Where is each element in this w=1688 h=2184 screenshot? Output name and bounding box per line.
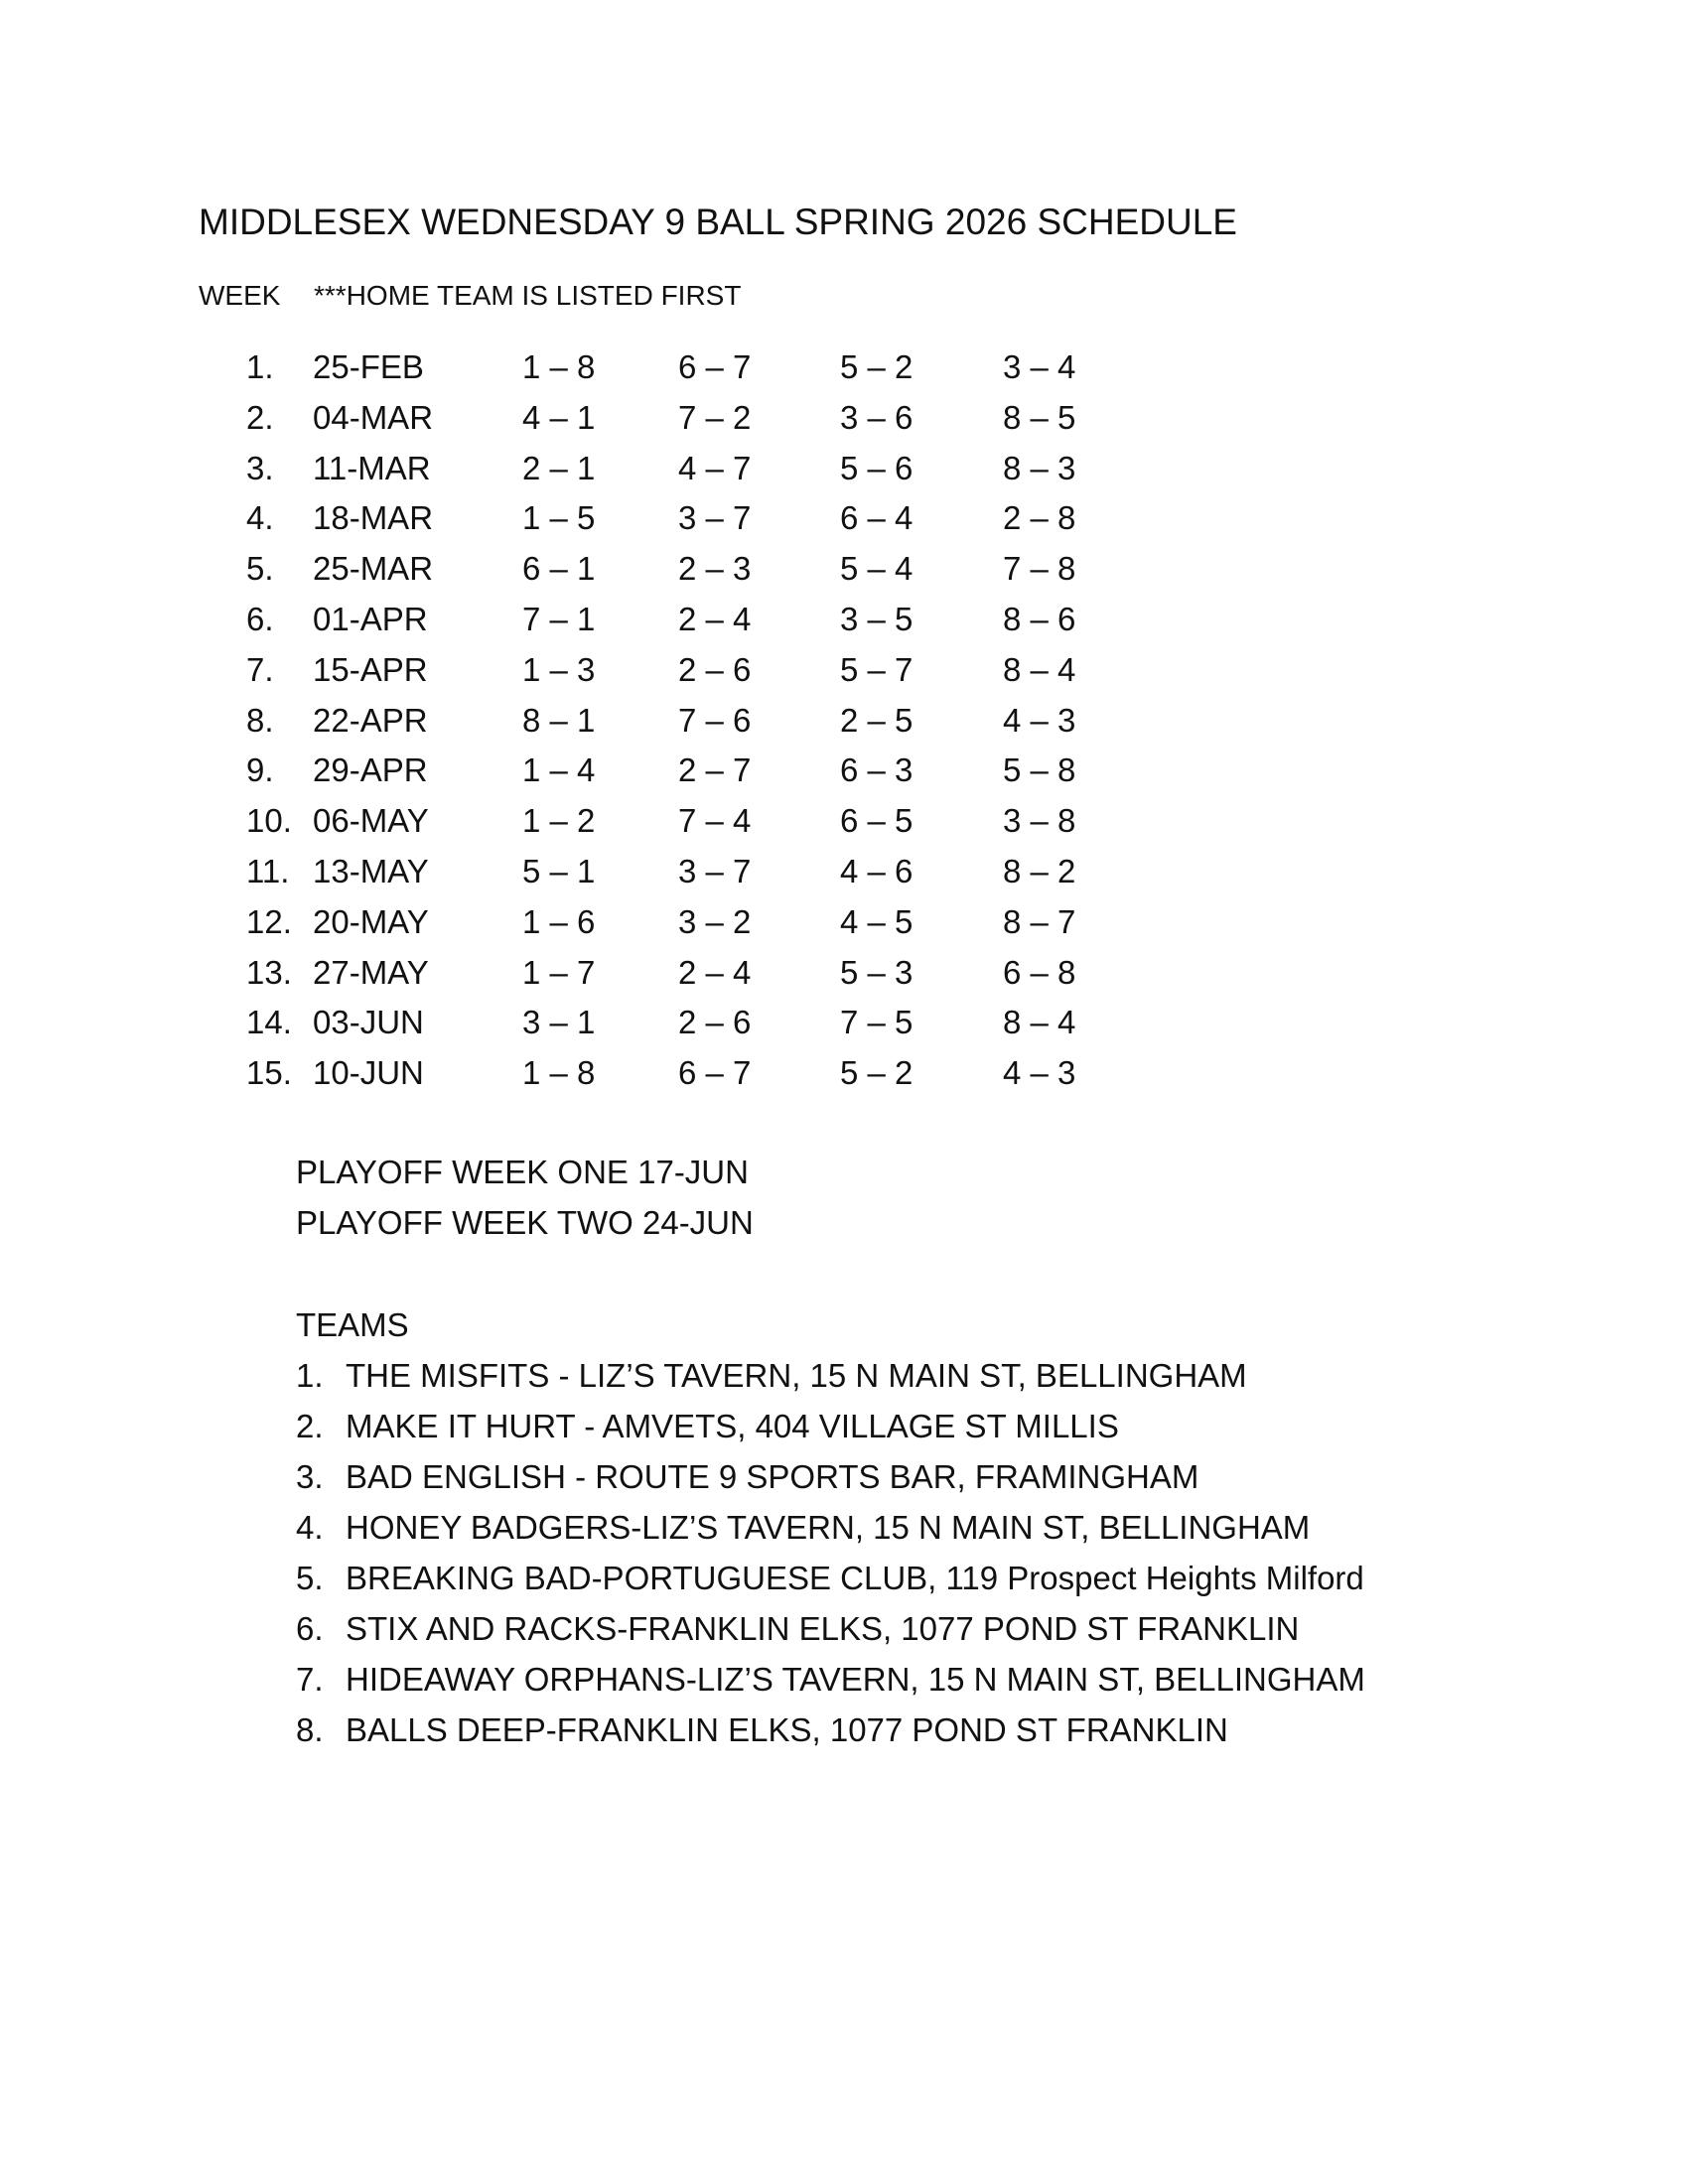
team-entry [296,1603,1300,1654]
week-date: 27-MAY [313,953,429,991]
week-number: 11. [246,852,290,889]
matchup: 2 – 6 [678,650,752,688]
matchup: 5 – 6 [840,449,914,486]
matchup: 1 – 2 [522,802,596,840]
matchup: 4 – 5 [840,902,914,940]
team-number: 8. [296,1711,324,1748]
matchup: 7 – 4 [678,802,752,840]
week-number: 13. [246,953,292,991]
week-number: 10. [246,802,292,840]
matchup: 3 – 6 [840,398,914,436]
matchup: 5 – 7 [840,650,914,688]
team-name-venue: BAD ENGLISH - ROUTE 9 SPORTS BAR, FRAMINGHAM [346,1458,1199,1495]
matchup: 2 – 3 [678,550,752,588]
week-number: 12. [246,902,292,940]
week-number: 9. [246,751,274,789]
team-list [296,1350,1365,1755]
matchup: 6 – 7 [678,1054,752,1092]
week-number: 6. [246,600,274,637]
week-date: 15-APR [313,650,428,688]
matchup: 1 – 3 [522,650,596,688]
team-number: 5. [296,1560,324,1596]
matchup: 6 – 8 [1003,953,1076,991]
matchup: 7 – 6 [678,701,752,739]
team-entry [296,1401,1119,1451]
week-date: 29-APR [313,751,428,789]
matchup: 5 – 2 [840,1054,914,1092]
matchup: 4 – 1 [522,398,596,436]
matchup: 6 – 3 [840,751,914,789]
team-name-venue: STIX AND RACKS-FRANKLIN ELKS, 1077 POND ST FRANKLIN [346,1610,1300,1647]
matchup: 7 – 1 [522,600,596,637]
matchup: 5 – 4 [840,550,914,588]
home-team-note: ***HOME TEAM IS LISTED FIRST [314,280,742,311]
matchup: 2 – 7 [678,751,752,789]
team-name-venue: HONEY BADGERS-LIZ’S TAVERN, 15 N MAIN ST, BELLINGHAM [346,1509,1311,1546]
team-name-venue: THE MISFITS - LIZ’S TAVERN, 15 N MAIN ST, BELLINGHAM [346,1357,1247,1394]
matchup: 5 – 8 [1003,751,1076,789]
matchup: 2 – 5 [840,701,914,739]
team-name-venue: HIDEAWAY ORPHANS-LIZ’S TAVERN, 15 N MAIN ST, BELLINGHAM [346,1661,1365,1698]
matchup: 3 – 8 [1003,802,1076,840]
matchup: 2 – 1 [522,449,596,486]
matchup: 5 – 1 [522,852,596,889]
playoff-week-two: PLAYOFF WEEK TWO 24-JUN [296,1204,754,1241]
matchup: 1 – 8 [522,348,596,385]
matchup: 3 – 1 [522,1004,596,1041]
matchup: 6 – 7 [678,348,752,385]
matchup: 1 – 4 [522,751,596,789]
matchup: 3 – 4 [1003,348,1076,385]
week-date: 25-FEB [313,348,424,385]
matchup: 8 – 6 [1003,600,1076,637]
matchup: 8 – 3 [1003,449,1076,486]
week-date: 11-MAR [313,449,431,486]
matchup: 5 – 2 [840,348,914,385]
week-date: 03-JUN [313,1004,424,1041]
matchup: 4 – 3 [1003,701,1076,739]
week-column-label: WEEK [199,280,281,311]
team-entry [296,1502,1311,1553]
team-entry [296,1654,1365,1705]
week-number: 7. [246,650,274,688]
matchup: 8 – 5 [1003,398,1076,436]
matchup: 3 – 2 [678,902,752,940]
matchup: 3 – 7 [678,499,752,537]
team-number: 7. [296,1661,324,1698]
matchup: 1 – 5 [522,499,596,537]
matchup: 4 – 7 [678,449,752,486]
matchup: 8 – 4 [1003,650,1076,688]
week-number: 3. [246,449,274,486]
matchup: 2 – 4 [678,953,752,991]
matchup: 1 – 7 [522,953,596,991]
matchup: 8 – 2 [1003,852,1076,889]
matchup: 1 – 8 [522,1054,596,1092]
team-number: 3. [296,1458,324,1495]
matchup: 3 – 5 [840,600,914,637]
week-date: 10-JUN [313,1054,424,1092]
week-date: 18-MAR [313,499,434,537]
matchup: 4 – 6 [840,852,914,889]
week-date: 06-MAY [313,802,429,840]
matchup: 2 – 6 [678,1004,752,1041]
playoff-week-one: PLAYOFF WEEK ONE 17-JUN [296,1154,749,1190]
week-number: 4. [246,499,274,537]
week-number: 5. [246,550,274,588]
matchup: 8 – 1 [522,701,596,739]
matchup: 1 – 6 [522,902,596,940]
week-number: 8. [246,701,274,739]
matchup: 2 – 4 [678,600,752,637]
week-date: 20-MAY [313,902,429,940]
matchup: 7 – 2 [678,398,752,436]
week-date: 01-APR [313,600,428,637]
week-date: 22-APR [313,701,428,739]
matchup: 5 – 3 [840,953,914,991]
week-date: 25-MAR [313,550,434,588]
matchup: 4 – 3 [1003,1054,1076,1092]
team-number: 6. [296,1610,324,1647]
team-entry [296,1350,1247,1401]
matchup: 6 – 5 [840,802,914,840]
matchup: 3 – 7 [678,852,752,889]
matchup: 8 – 7 [1003,902,1076,940]
page-title: MIDDLESEX WEDNESDAY 9 BALL SPRING 2026 SCHEDULE [199,202,1237,242]
week-number: 15. [246,1054,292,1092]
team-number: 1. [296,1357,324,1394]
team-entry [296,1553,1364,1603]
team-number: 2. [296,1408,324,1444]
team-entry [296,1705,1228,1755]
team-entry [296,1451,1199,1502]
teams-section [296,1299,1365,1755]
schedule-subheader [199,278,741,314]
week-number: 1. [246,348,274,385]
matchup: 6 – 4 [840,499,914,537]
week-date: 04-MAR [313,398,434,436]
teams-heading: TEAMS [296,1306,409,1343]
team-number: 4. [296,1509,324,1546]
playoff-section [296,1147,754,1248]
matchup: 7 – 8 [1003,550,1076,588]
matchup: 8 – 4 [1003,1004,1076,1041]
team-name-venue: BALLS DEEP-FRANKLIN ELKS, 1077 POND ST FRANKLIN [346,1711,1228,1748]
team-name-venue: BREAKING BAD-PORTUGUESE CLUB, 119 Prospect Heights Milford [346,1560,1364,1596]
matchup: 7 – 5 [840,1004,914,1041]
week-number: 14. [246,1004,292,1041]
week-number: 2. [246,398,274,436]
week-date: 13-MAY [313,852,429,889]
matchup: 2 – 8 [1003,499,1076,537]
matchup: 6 – 1 [522,550,596,588]
team-name-venue: MAKE IT HURT - AMVETS, 404 VILLAGE ST MILLIS [346,1408,1119,1444]
